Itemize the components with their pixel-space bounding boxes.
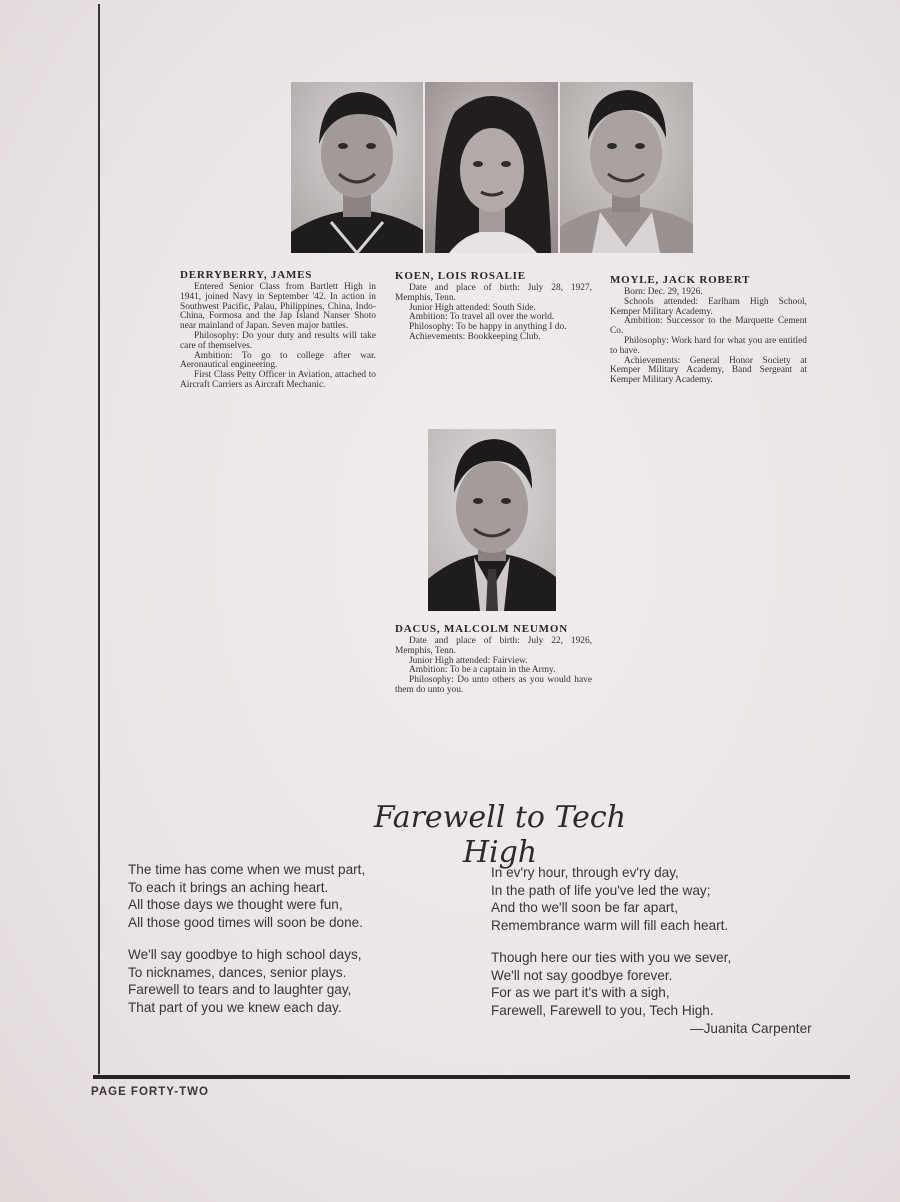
bio-paragraph: Achievements: General Honor Society at Kemper Military Academy, Band Sergeant at Kemper Military Academy.	[610, 355, 807, 386]
poem-line: Farewell, Farewell to you, Tech High.	[491, 1002, 714, 1018]
poem-line: Farewell to tears and to laughter gay,	[128, 982, 352, 998]
bio-paragraph: Philosophy: To be happy in anything I do.	[409, 322, 567, 333]
bio-paragraph: Philosophy: Do unto others as you would have them do unto you.	[395, 675, 592, 695]
poem-line: For as we part it's with a sigh,	[491, 985, 670, 1001]
poem-title: Farewell to Tech High	[373, 800, 627, 870]
bio-paragraph: Date and place of birth: July 28, 1927, Memphis, Tenn.	[395, 283, 592, 303]
poem-line: In ev'ry hour, through ev'ry day,	[491, 865, 679, 880]
bio-derryberry	[180, 268, 376, 391]
student-name: KOEN, LOIS ROSALIE	[395, 270, 526, 282]
bio-paragraph: Ambition: To be a captain in the Army.	[409, 665, 556, 676]
poem-line: We'll say goodbye to high school days,	[128, 947, 362, 962]
poem-line: All those good times will soon be done.	[128, 914, 364, 930]
left-border-rule	[98, 4, 100, 1074]
student-name: DERRYBERRY, JAMES	[180, 269, 313, 281]
poem-line: We'll not say goodbye forever.	[491, 967, 673, 983]
bio-paragraph: Schools attended: Earlham High School, Kemper Military Academy.	[610, 296, 807, 317]
poem-line: The time has come when we must part,	[128, 862, 366, 877]
poem-line: That part of you we knew each day.	[128, 999, 342, 1015]
bio-paragraph: Junior High attended: Fairview.	[409, 655, 528, 666]
poem-line: To each it brings an aching heart.	[128, 879, 329, 895]
photo-moyle	[560, 82, 693, 253]
bio-moyle	[610, 273, 807, 386]
bio-paragraph: Born: Dec. 29, 1926.	[624, 287, 703, 297]
poem-line: Though here our ties with you we sever,	[491, 950, 732, 965]
poem-stanza	[491, 949, 731, 1019]
bio-paragraph: Junior High attended: South Side.	[409, 302, 536, 313]
poem-stanza	[128, 946, 362, 1016]
poem-stanza	[128, 861, 365, 931]
bio-paragraph: First Class Petty Officer in Aviation, attached to Aircraft Carriers as Aircraft Mechanic.	[180, 370, 376, 390]
photo-derryberry	[291, 82, 423, 253]
student-name: MOYLE, JACK ROBERT	[610, 274, 751, 286]
bio-paragraph: Ambition: To go to college after war. Aeronautical engineering.	[180, 350, 376, 371]
poem-stanza	[491, 864, 728, 934]
bio-paragraph: Philosophy: Do your duty and results will take care of themselves.	[180, 330, 376, 351]
photo-dacus	[428, 429, 556, 611]
poem-line: Remembrance warm will fill each heart.	[491, 917, 729, 933]
poem-author: —Juanita Carpenter	[690, 1021, 812, 1036]
poem-line: To nicknames, dances, senior plays.	[128, 964, 347, 980]
poem-line: And tho we'll soon be far apart,	[491, 900, 678, 916]
bottom-rule	[93, 1075, 850, 1079]
bio-paragraph: Philosophy: Work hard for what you are entitled to have.	[610, 335, 807, 356]
bio-paragraph: Ambition: To travel all over the world.	[409, 312, 555, 323]
bio-paragraph: Entered Senior Class from Bartlett High in 1941, joined Navy in September '42. In action in Southwest Pacific, Palau, Philippines, China, Indo-China, Formosa and the Jap Island Nanser Shoto near mainland of Japan. Seven major battles.	[180, 282, 376, 332]
bio-dacus	[395, 622, 592, 696]
student-name: DACUS, MALCOLM NEUMON	[395, 623, 568, 635]
page-number: PAGE FORTY-TWO	[91, 1086, 209, 1098]
poem-line: All those days we thought were fun,	[128, 897, 343, 913]
bio-paragraph: Ambition: Successor to the Marquette Cement Co.	[610, 316, 807, 337]
bio-paragraph: Achievements: Bookkeeping Club.	[409, 331, 541, 342]
bio-koen	[395, 269, 592, 343]
bio-paragraph: Date and place of birth: July 22, 1926, Memphis, Tenn.	[395, 636, 592, 656]
photo-koen	[425, 82, 558, 253]
poem-line: In the path of life you've led the way;	[491, 882, 711, 898]
